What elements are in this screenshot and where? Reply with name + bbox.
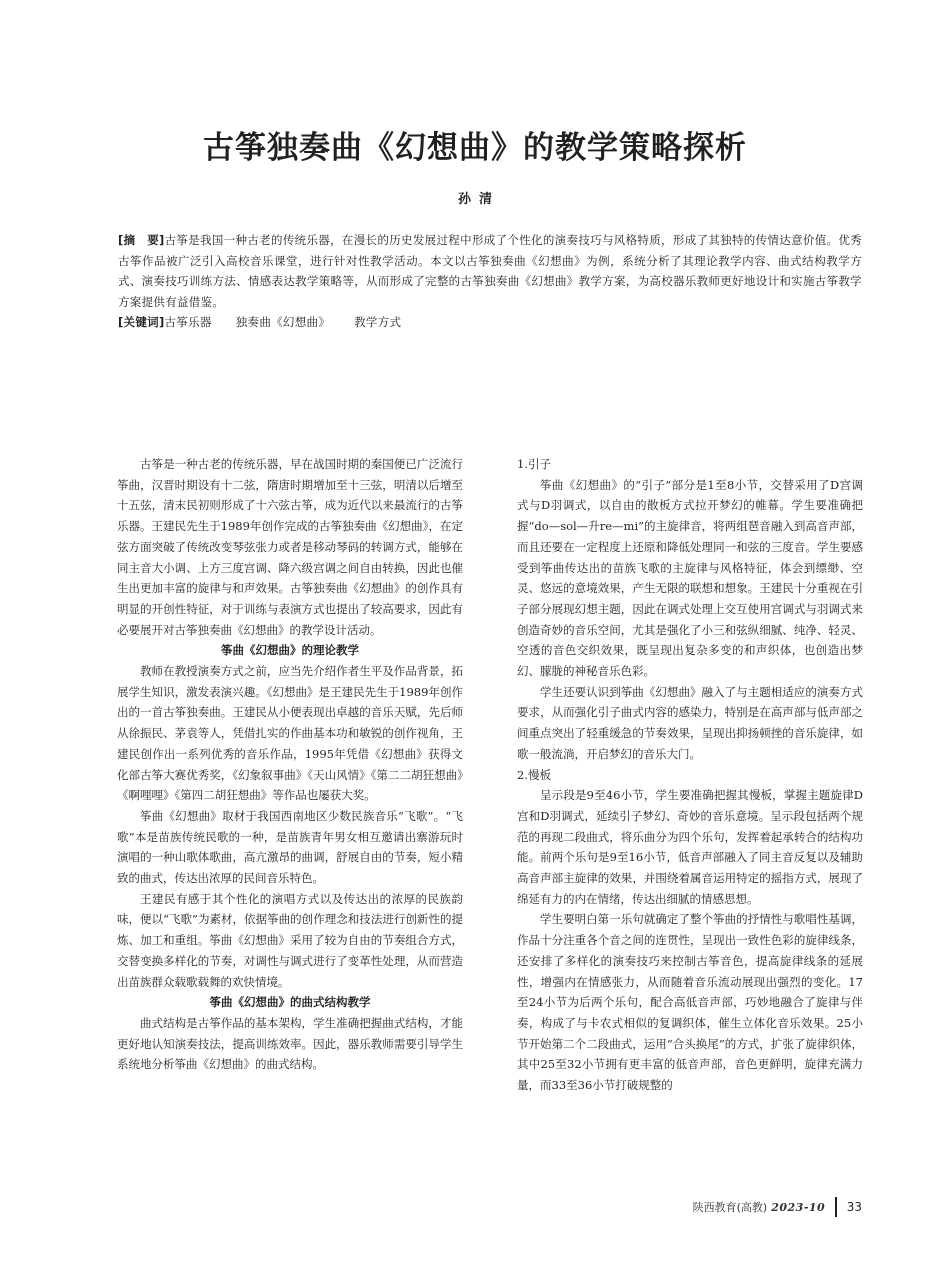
abstract-paragraph: [118, 230, 862, 312]
keyword-item: 古筝乐器: [164, 315, 212, 329]
journal-issue: 2023-10: [771, 1200, 826, 1214]
abstract-block: [118, 230, 862, 333]
subsection-heading: 1.引子: [517, 457, 551, 471]
abstract-text: 古筝是我国一种古老的传统乐器，在漫长的历史发展过程中形成了个性化的演奏技巧与风格特质，形成了其独特的传情达意价值。优秀古筝作品被广泛引入高校音乐课堂，进行针对性教学活动。本文以古筝独奏曲《幻想曲》为例，系统分析了其理论教学内容、曲式结构教学方式、演奏技巧训练方法、情感表达教学策略等，从而形成了完整的古筝独奏曲《幻想曲》教学方案，为高校器乐教师更好地设计和实施古筝教学方案提供有益借鉴。: [118, 233, 862, 309]
body-paragraph: 学生要明白第一乐句就确定了整个筝曲的抒情性与歌唱性基调，作品十分注重各个音之间的连贯性，呈现出一致性色彩的旋律线条，还安排了多样化的演奏技巧来控制古筝音色，提高旋律线条的延展性，增强内在情感张力，从而随着音乐流动展现出强烈的变化。17至24小节为后两个乐句，配合高低音声部，巧妙地融合了旋律与伴奏，构成了与卡农式相似的复调织体，催生立体化音乐效果。25小节开始第二个二段曲式，运用“合头换尾”的方式，扩张了旋律织体，其中25至32小节拥有更丰富的低音声部，音色更鲜明，旋律充满力量，而33至36小节打破规整的: [517, 912, 863, 1093]
left-column: [117, 454, 463, 1075]
body-paragraph: 学生还要认识到筝曲《幻想曲》融入了与主题相适应的演奏方式要求，从而强化引子曲式内容的感染力，特别是在高声部与低声部之间重点突出了轻重缓急的节奏效果，呈现出抑扬顿挫的音乐旋律，如歌一般流淌，开启梦幻的音乐大门。: [517, 684, 863, 761]
body-paragraph: 王建民有感于其个性化的演唱方式以及传达出的浓厚的民族韵味，便以“飞歌”为素材，依据筝曲的创作理念和技法进行创新性的提炼、加工和重组。筝曲《幻想曲》采用了较为自由的节奏组合方式，交替变换多样化的节奏，对调性与调式进行了变革性处理，从而营造出苗族群众载歌载舞的欢快情境。: [117, 891, 463, 989]
page-number: 33: [846, 1200, 862, 1214]
body-paragraph: 教师在教授演奏方式之前，应当先介绍作者生平及作品背景，拓展学生知识，激发表演兴趣。《幻想曲》是王建民先生于1989年创作出的一首古筝独奏曲。王建民从小便表现出卓越的音乐天赋，先后师从徐振民、茅袁等人，凭借扎实的作曲基本功和敏锐的创作视角，王建民创作出一系列优秀的音乐作品，1995年凭借《幻想曲》获得文化部古筝大赛优秀奖，《幻象叙事曲》《天山风情》《第二二胡狂想曲》《啊哩哩》《第四二胡狂想曲》等作品也屡获大奖。: [117, 664, 463, 803]
footer-divider: [835, 1197, 837, 1217]
right-column: [517, 454, 863, 1096]
abstract-label: [摘 要]: [118, 233, 165, 247]
body-paragraph: 曲式结构是古筝作品的基本架构，学生准确把握曲式结构，才能更好地认知演奏技法，提高训练效率。因此，器乐教师需要引导学生系统地分析筝曲《幻想曲》的曲式结构。: [117, 1015, 463, 1072]
author-name: 孙清: [457, 192, 500, 207]
page-footer: [693, 1197, 862, 1217]
keyword-item: 独奏曲《幻想曲》: [235, 315, 331, 329]
article-title: 古筝独奏曲《幻想曲》的教学策略探析: [203, 130, 747, 166]
body-paragraph: 古筝是一种古老的传统乐器，早在战国时期的秦国便已广泛流行筝曲，汉晋时期设有十二弦，隋唐时期增加至十三弦，明清以后增至十五弦，清末民初则形成了十六弦古筝，成为近代以来最流行的古筝乐器。王建民先生于1989年创作完成的古筝独奏曲《幻想曲》，在定弦方面突破了传统改变琴弦张力或者是移动琴码的转调方式，能够在同主音大小调、上方三度宫调、降六级宫调之间自由转换，因此也催生出更加丰富的旋律与和声效果。古筝独奏曲《幻想曲》的创作具有明显的开创性特征，对于训练与表演方式也提出了较高要求，因此有必要展开对古筝独奏曲《幻想曲》的教学设计活动。: [117, 457, 463, 637]
keywords-line: [118, 312, 862, 333]
section-heading: 筝曲《幻想曲》的理论教学: [221, 643, 359, 658]
journal-name: 陕西教育(高教): [692, 1201, 768, 1214]
body-paragraph: 筝曲《幻想曲》取材于我国西南地区少数民族音乐“飞歌”。“飞歌”本是苗族传统民歌的一种，是苗族青年男女相互邀请出寨游玩时演唱的一种山歌体歌曲，高亢激昂的曲调，舒展自由的节奏，短小精致的曲式，传达出浓厚的民间音乐特色。: [117, 808, 463, 886]
keyword-item: 教学方式: [354, 315, 402, 329]
subsection-heading: 2.慢板: [517, 767, 551, 782]
body-paragraph: 呈示段是9至46小节，学生要准确把握其慢板，掌握主题旋律D宫和D羽调式，延续引子梦幻、奇妙的音乐意境。呈示段包括两个规范的再现二段曲式，将乐曲分为四个乐句，发挥着起承转合的结构功能。前两个乐句是9至16小节，低音声部融入了同主音反复以及辅助高音声部主旋律的效果，并围绕着属音运用特定的摇指方式，展现了绵延有力的内在情绪，传达出细腻的情感思想。: [517, 788, 863, 906]
keywords-label: [关键词]: [118, 315, 165, 329]
section-heading: 筝曲《幻想曲》的曲式结构教学: [209, 995, 371, 1010]
body-paragraph: 筝曲《幻想曲》的“引子”部分是1至8小节，交替采用了D宫调式与D羽调式，以自由的散板方式拉开梦幻的帷幕。学生要准确把握“do—sol—升re—mi”的主旋律音，将两组琶音融入到高音声部，而且还要在一定程度上还原和降低处理同一和弦的三度音。学生要感受到筝曲传达出的苗族飞歌的主旋律与风格特征，体会到缥缈、空灵、悠远的意境效果，产生无限的联想和想象。王建民十分重视在引子部分展现幻想主题，因此在调式处理上交互使用宫调式与羽调式来创造奇妙的音乐空间，尤其是强化了小三和弦纵细腻、纯净、轻灵、空透的音色交织效果，既呈现出复杂多变的和声织体，也创造出梦幻、朦胧的神秘音乐色彩。: [517, 477, 863, 679]
